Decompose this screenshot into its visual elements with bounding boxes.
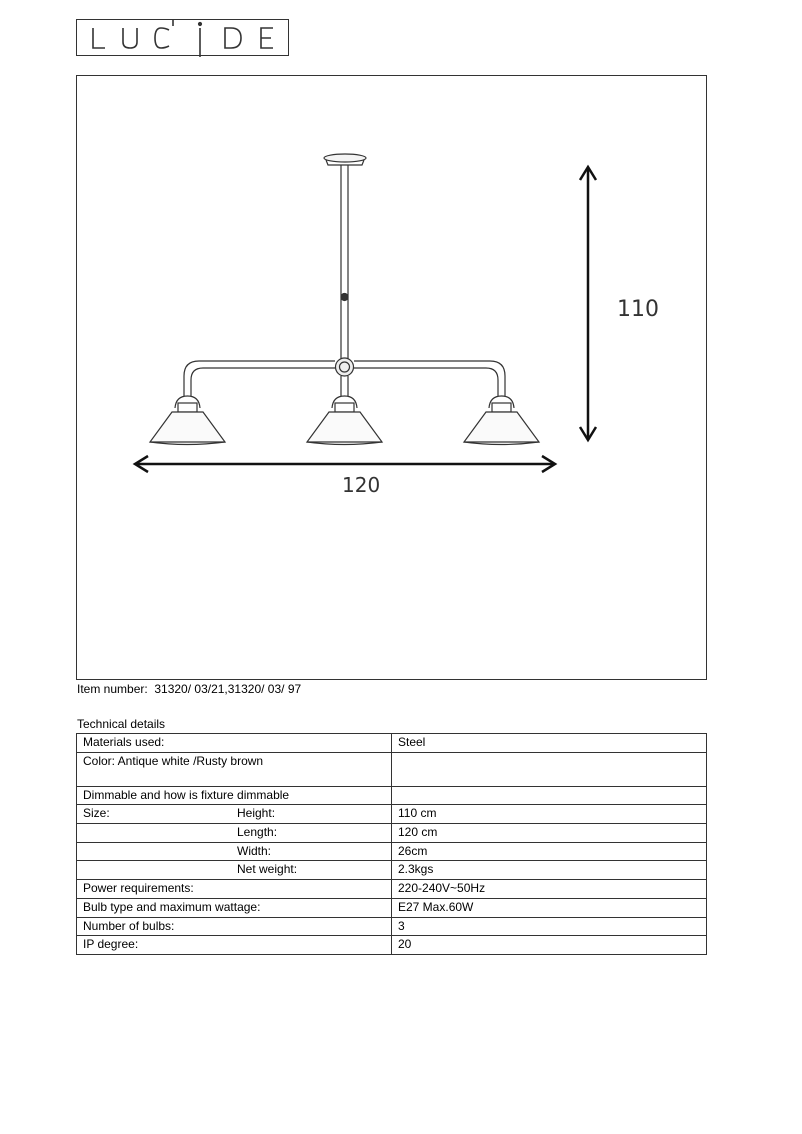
row-label-cell (77, 842, 392, 861)
brand-logo (76, 19, 289, 56)
height-dimension-label: 110 (617, 297, 659, 322)
width-dimension-label: 120 (342, 473, 381, 497)
row-value: 2.3kgs (392, 861, 707, 880)
row-value (392, 752, 707, 786)
table-row (77, 786, 707, 805)
row-value: Steel (392, 734, 707, 753)
row-label-cell (77, 824, 392, 843)
row-value: E27 Max.60W (392, 898, 707, 917)
logo-lettering (77, 20, 290, 57)
product-drawing (76, 75, 707, 680)
row-label: Materials used: (77, 734, 392, 753)
table-row (77, 898, 707, 917)
row-value: 3 (392, 917, 707, 936)
table-row (77, 824, 707, 843)
technical-details-title: Technical details (77, 717, 166, 731)
row-label-cell (77, 805, 392, 824)
table-row (77, 752, 707, 786)
table-row (77, 917, 707, 936)
row-label: Number of bulbs: (77, 917, 392, 936)
row-sublabel: Height: (237, 806, 276, 821)
row-label-cell (77, 861, 392, 880)
height-dimension-arrow (580, 167, 596, 440)
table-row (77, 861, 707, 880)
row-value: 110 cm (392, 805, 707, 824)
item-number: Item number: 31320/ 03/21,31320/ 03/ 97 (77, 682, 302, 696)
table-row (77, 936, 707, 955)
row-label: Size: (83, 806, 110, 821)
width-dimension-arrow (135, 456, 555, 472)
row-sublabel: Net weight: (237, 862, 298, 877)
row-sublabel: Width: (237, 843, 272, 858)
row-value: 120 cm (392, 824, 707, 843)
row-sublabel: Length: (237, 825, 278, 840)
row-value: 26cm (392, 842, 707, 861)
row-value: 20 (392, 936, 707, 955)
row-value: 220-240V~50Hz (392, 880, 707, 899)
table-row (77, 880, 707, 899)
lamp-illustration (150, 154, 539, 445)
row-label: IP degree: (77, 936, 392, 955)
technical-details-table (76, 733, 707, 955)
row-label: Color: Antique white /Rusty brown (77, 752, 392, 786)
table-row (77, 734, 707, 753)
row-label: Dimmable and how is fixture dimmable (77, 786, 392, 805)
row-value (392, 786, 707, 805)
table-row (77, 805, 707, 824)
table-row (77, 842, 707, 861)
row-label: Power requirements: (77, 880, 392, 899)
row-label: Bulb type and maximum wattage: (77, 898, 392, 917)
